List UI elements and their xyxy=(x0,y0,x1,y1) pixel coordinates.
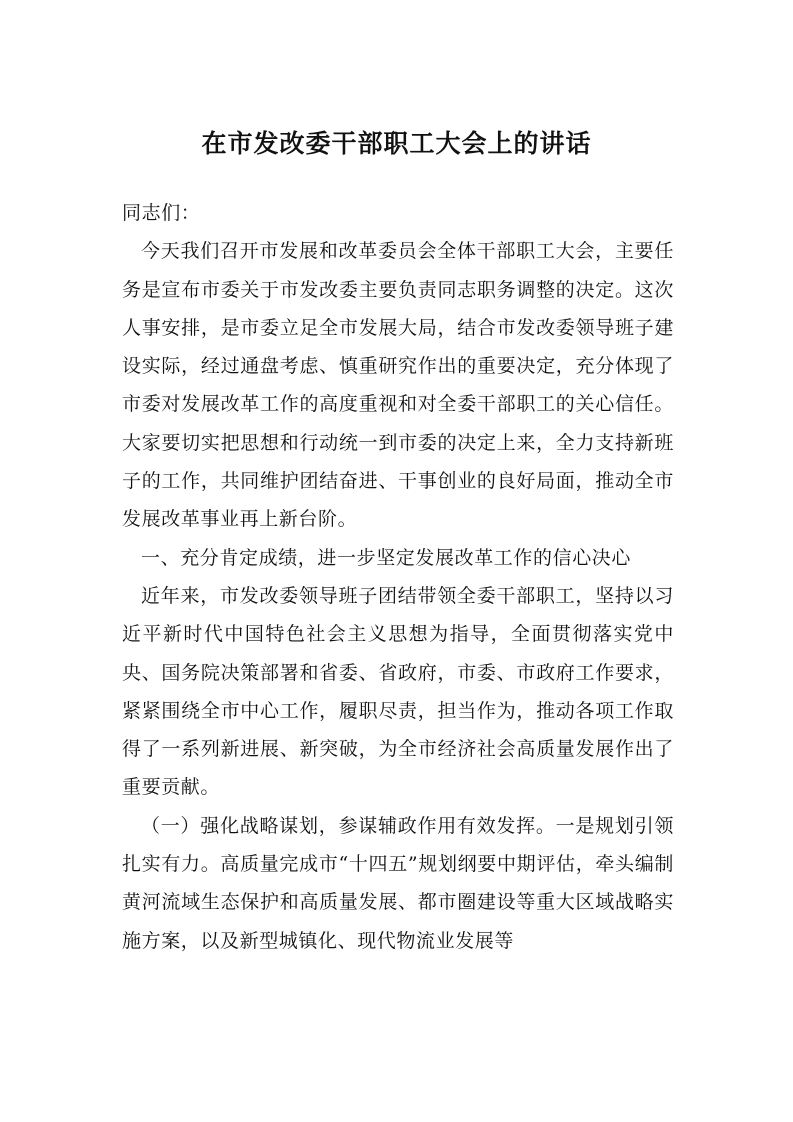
section-heading-1: 一、充分肯定成绩，进一步坚定发展改革工作的信心决心 xyxy=(141,546,632,569)
paragraph-achievements: 近年来，市发改委领导班子团结带领全委干部职工，坚持以习近平新时代中国特色社会主义思想为指导，全面贯彻落实党中央、国务院决策部署和省委、省政府，市委、市政府工作要求，紧紧围绕全市中心工作，履职尽责，担当作为，推动各项工作取得了一系列新进展、新突破，为全市经济社会高质量发展作出了重要贡献。 xyxy=(122,584,674,799)
paragraph-subsection-1: （一）强化战略谋划，参谋辅政作用有效发挥。一是规划引领扎实有力。高质量完成市“十四五”规划纲要中期评估，牵头编制黄河流域生态保护和高质量发展、都市圈建设等重大区域战略实施方案，以及新型城镇化、现代物流业发展等 xyxy=(122,814,674,952)
document-body xyxy=(122,194,674,960)
salutation: 同志们： xyxy=(122,202,201,224)
document-title: 在市发改委干部职工大会上的讲话 xyxy=(201,129,592,158)
paragraph-intro: 今天我们召开市发展和改革委员会全体干部职工大会，主要任务是宣布市委关于市发改委主要负责同志职务调整的决定。这次人事安排，是市委立足全市发展大局，结合市发改委领导班子建设实际，经过通盘考虑、慎重研究作出的重要决定，充分体现了市委对发展改革工作的高度重视和对全委干部职工的关心信任。大家要切实把思想和行动统一到市委的决定上来，全力支持新班子的工作，共同维护团结奋进、干事创业的良好局面，推动全市发展改革事业再上新台阶。 xyxy=(122,240,674,531)
